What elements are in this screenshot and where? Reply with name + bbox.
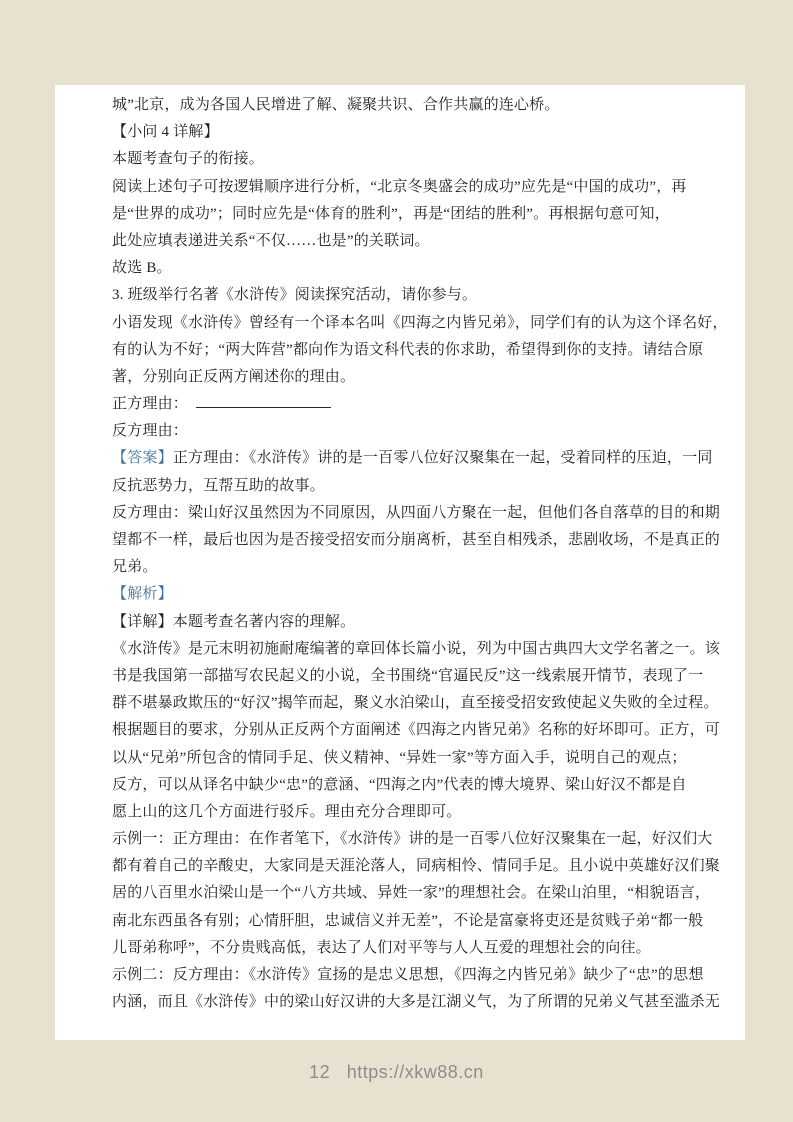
text-segment: 愿上山的这几个方面进行驳斥。理由充分合理即可。 bbox=[112, 803, 462, 820]
analysis-heading bbox=[112, 581, 732, 608]
document-line bbox=[112, 473, 732, 500]
document-line bbox=[112, 745, 732, 772]
example-2-line bbox=[112, 962, 732, 989]
text-segment: 群不堪暴政欺压的“好汉”揭竿而起，聚义水泊梁山，直至接受招安致使起义失败的全过程。 bbox=[112, 695, 719, 712]
answer-blank-line bbox=[196, 395, 331, 408]
con-reason-blank-line bbox=[112, 418, 732, 445]
page-footer bbox=[0, 1062, 793, 1083]
text-segment: 望都不一样，最后也因为是否接受招安而分崩离析，甚至自相残杀，悲剧收场，不是真正的 bbox=[112, 532, 721, 548]
document-line bbox=[112, 174, 732, 201]
document-line bbox=[112, 527, 732, 554]
answer-label: 【答案】 bbox=[112, 450, 173, 467]
text-segment: 《水浒传》是元末明初施耐庵编著的章回体长篇小说，列为中国古典四大文学名著之一。该 bbox=[112, 640, 721, 657]
document-line bbox=[112, 500, 732, 527]
document-line bbox=[112, 636, 732, 663]
text-segment: 以从“兄弟”所包含的情同手足、侠义精神、“异姓一家”等方面入手，说明自己的观点； bbox=[112, 749, 687, 766]
text-segment: 【小问 4 详解】 bbox=[112, 124, 219, 141]
footer-page-number: 12 bbox=[309, 1062, 331, 1082]
document-line bbox=[112, 880, 732, 907]
document-line bbox=[112, 935, 732, 962]
text-segment: 【详解】本题考查名著内容的理解。 bbox=[112, 613, 356, 630]
text-segment: 儿哥弟称呼”，不分贵贱高低，表达了人们对平等与人人互爱的理想社会的向往。 bbox=[112, 939, 651, 956]
text-segment: 3. 班级举行名著《水浒传》阅读探究活动，请你参与。 bbox=[112, 287, 478, 304]
text-segment: 此处应填表递进关系“不仅……也是”的关联词。 bbox=[112, 232, 430, 249]
answer-line bbox=[112, 445, 732, 472]
text-segment: 兄弟。 bbox=[112, 559, 158, 576]
analysis-label: 【解析】 bbox=[112, 586, 173, 603]
document-line bbox=[112, 337, 732, 364]
document-line bbox=[112, 690, 732, 717]
document-line bbox=[112, 853, 732, 880]
detail-heading bbox=[112, 609, 732, 636]
text-segment: 反方理由： bbox=[112, 423, 189, 440]
text-segment: 反抗恶势力，互帮互助的故事。 bbox=[112, 477, 325, 494]
text-segment: 城”北京，成为各国人民增进了解、凝聚共识、合作共赢的连心桥。 bbox=[112, 97, 560, 113]
text-segment: 都有着自己的辛酸史，大家同是天涯沦落人，同病相怜、情同手足。且小说中英雄好汉们聚 bbox=[112, 858, 721, 875]
text-segment: 有的认为不好；“两大阵营”都向作为语文科代表的你求助，希望得到你的支持。请结合原 bbox=[112, 341, 704, 358]
document-line bbox=[112, 908, 732, 935]
pro-reason-blank-line bbox=[112, 391, 732, 418]
text-segment: 阅读上述句子可按逻辑顺序进行分析，“北京冬奥盛会的成功”应先是“中国的成功”，再 bbox=[112, 178, 687, 195]
text-segment: 故选 B。 bbox=[112, 260, 172, 277]
text-segment: 居的八百里水泊梁山是一个“八方共域、异姓一家”的理想社会。在梁山泊里，“相貌语言， bbox=[112, 885, 711, 902]
document-line bbox=[112, 799, 732, 826]
text-segment: 反方理由：梁山好汉虽然因为不同原因，从四面八方聚在一起，但他们各自落草的目的和期 bbox=[112, 504, 721, 521]
document-line bbox=[112, 92, 732, 119]
text-segment: 书是我国第一部描写农民起义的小说，全书围绕“官逼民反”这一线索展开情节，表现了一 bbox=[112, 667, 704, 684]
document-line bbox=[112, 717, 732, 744]
footer-spacer bbox=[336, 1062, 342, 1082]
document-line bbox=[112, 663, 732, 690]
footer-url: https://xkw88.cn bbox=[346, 1062, 484, 1082]
text-segment: 是“世界的成功”；同时应先是“体育的胜利”，再是“团结的胜利”。再根据句意可知， bbox=[112, 205, 670, 222]
answer-choice-line bbox=[112, 255, 732, 282]
document-line bbox=[112, 201, 732, 228]
text-segment: 反方，可以从译名中缺少“忠”的意涵、“四海之内”代表的博大境界、梁山好汉不都是自 bbox=[112, 776, 687, 793]
text-segment: 根据题目的要求，分别从正反两个方面阐述《四海之内皆兄弟》名称的好坏即可。正方，可 bbox=[112, 722, 721, 739]
document-page bbox=[55, 85, 745, 1040]
text-segment: 示例二：反方理由：《水浒传》宣扬的是忠义思想，《四海之内皆兄弟》缺少了“忠”的思想 bbox=[112, 967, 704, 983]
document-line bbox=[112, 989, 732, 1016]
question-3-line bbox=[112, 282, 732, 309]
document-line bbox=[112, 772, 732, 799]
text-segment: 正方理由：《水浒传》讲的是一百零八位好汉聚集在一起，受着同样的压迫，一同 bbox=[172, 450, 713, 467]
document-line bbox=[112, 146, 732, 173]
document-line bbox=[112, 554, 732, 581]
text-segment: 内涵，而且《水浒传》中的梁山好汉讲的大多是江湖义气，为了所谓的兄弟义气甚至滥杀无 bbox=[112, 994, 721, 1011]
text-segment: 本题考查句子的衔接。 bbox=[112, 151, 265, 168]
example-1-line bbox=[112, 826, 732, 853]
document-line bbox=[112, 310, 732, 337]
text-segment: 南北东西虽各有别；心情肝胆，忠诚信义并无差”，不论是富豪将吏还是贫贱子弟“都一般 bbox=[112, 912, 704, 929]
text-segment: 著，分别向正反两方阐述你的理由。 bbox=[112, 368, 356, 385]
document-line bbox=[112, 364, 732, 391]
text-segment: 小语发现《水浒传》曾经有一个译本名叫《四海之内皆兄弟》，同学们有的认为这个译名好， bbox=[112, 314, 728, 331]
text-segment: 正方理由： bbox=[112, 396, 189, 413]
sub-question-4-heading bbox=[112, 119, 732, 146]
text-segment: 示例一：正方理由：在作者笔下，《水浒传》讲的是一百零八位好汉聚集在一起，好汉们大 bbox=[112, 831, 713, 848]
document-lines bbox=[112, 92, 732, 1016]
document-line bbox=[112, 228, 732, 255]
